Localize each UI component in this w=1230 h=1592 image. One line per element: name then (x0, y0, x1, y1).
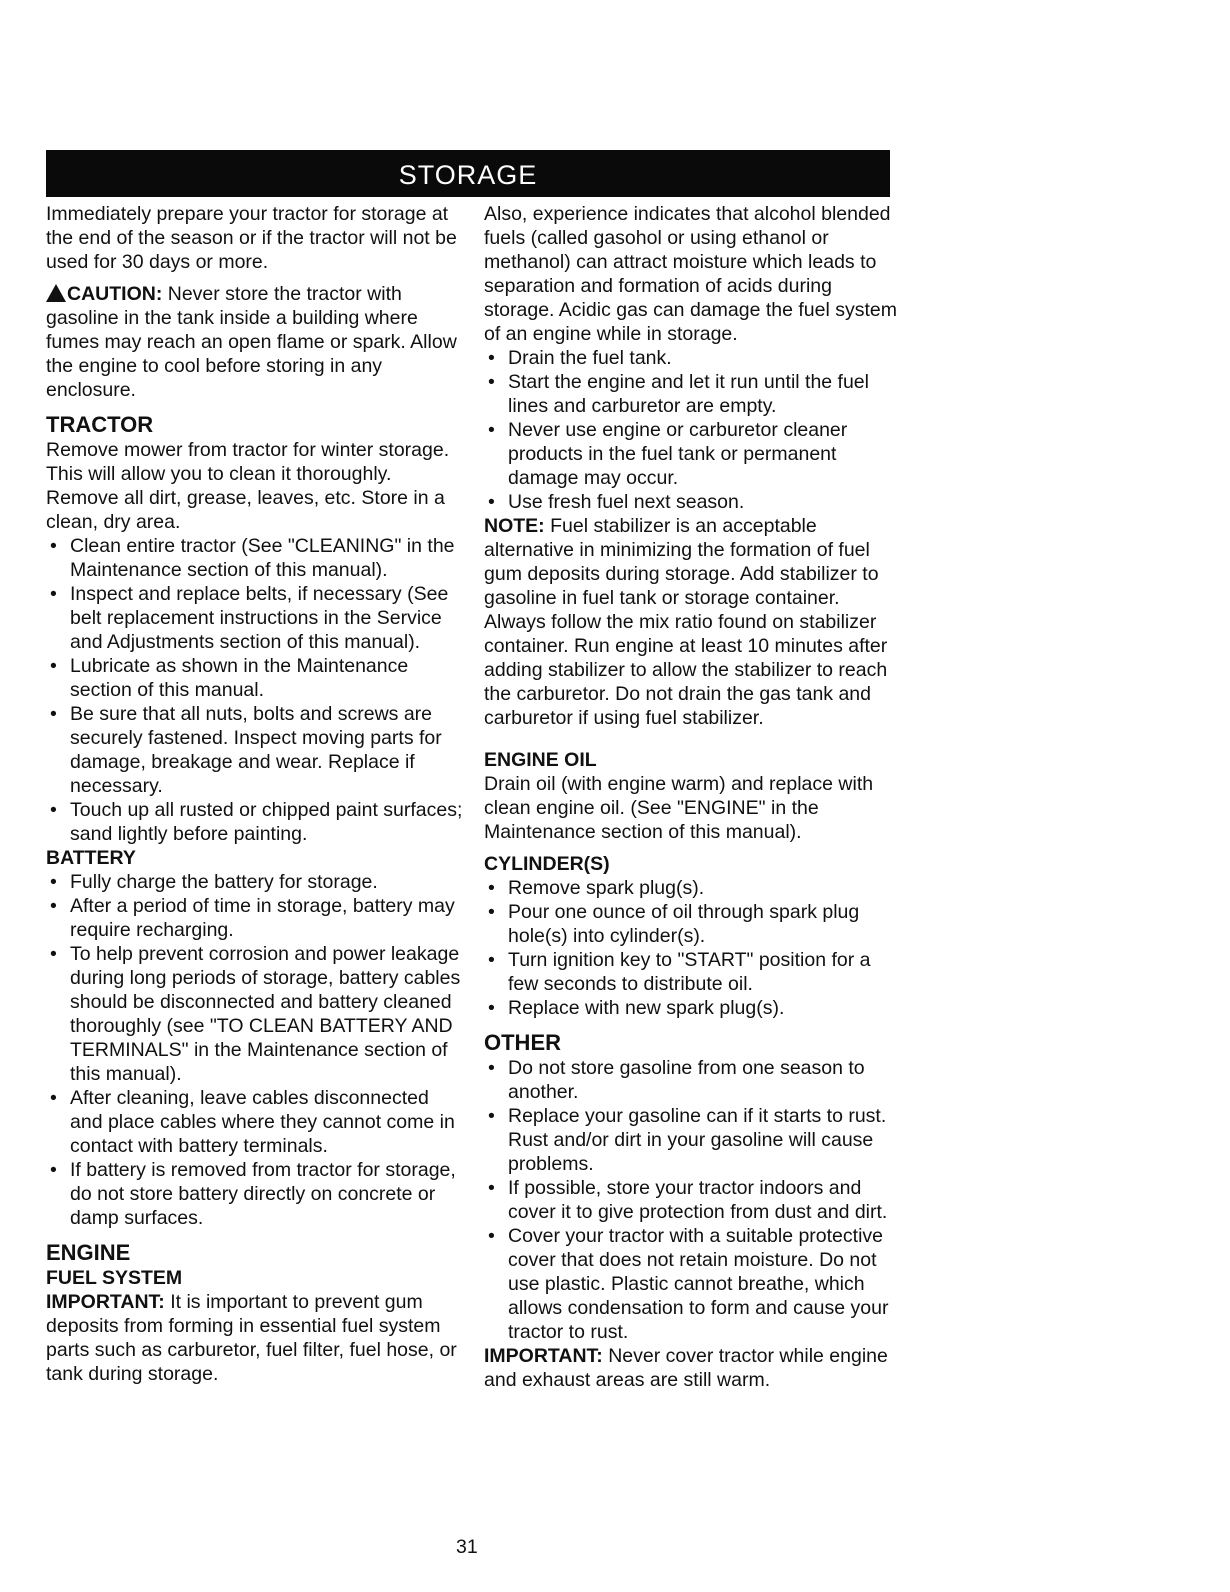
other-heading: OTHER (484, 1030, 561, 1055)
tractor-heading: TRACTOR (46, 412, 154, 437)
warning-icon (46, 284, 66, 302)
caution-text: Never store the tractor with gasoline in the tank inside a building where fumes may reach an open flame or spark. Allow the engine to cool before storing in any enclosure. (46, 283, 457, 401)
note-label: NOTE: (484, 515, 545, 537)
important-paragraph (46, 1290, 466, 1386)
list-item: • Use fresh fuel next season. (484, 490, 904, 514)
cylinders-list (484, 876, 904, 1020)
list-item: • Cover your tractor with a suitable protective cover that does not retain moisture. Do not use plastic. Plastic cannot breathe, which allows condensation to form and cause your tractor to rust. (484, 1224, 904, 1344)
list-item: • Pour one ounce of oil through spark plug hole(s) into cylinder(s). (484, 900, 904, 948)
list-item: • Replace with new spark plug(s). (484, 996, 904, 1020)
list-item: • Do not store gasoline from one season to another. (484, 1056, 904, 1104)
list-item: • After a period of time in storage, battery may require recharging. (46, 894, 466, 942)
important-label: IMPORTANT: (484, 1345, 603, 1367)
important-note-paragraph (484, 1344, 904, 1392)
caution-paragraph (46, 282, 466, 402)
list-item: • Lubricate as shown in the Maintenance section of this manual. (46, 654, 466, 702)
tractor-list (46, 534, 466, 846)
page-number: 31 (456, 1536, 478, 1558)
right-column (484, 202, 904, 1392)
fuel-system-heading: FUEL SYSTEM (46, 1267, 183, 1289)
left-column (46, 202, 466, 1386)
caution-label: CAUTION: (67, 283, 163, 305)
engine-oil-heading: ENGINE OIL (484, 749, 597, 771)
list-item: • Touch up all rusted or chipped paint surfaces; sand lightly before painting. (46, 798, 466, 846)
important-text: Never cover tractor while engine and exhaust areas are still warm. (484, 1345, 888, 1391)
list-item: • Clean entire tractor (See "CLEANING" in the Maintenance section of this manual). (46, 534, 466, 582)
intro-paragraph: Immediately prepare your tractor for storage at the end of the season or if the tractor will not be used for 30 days or more. (46, 203, 457, 273)
fuel-list (484, 346, 904, 514)
other-list (484, 1056, 904, 1344)
alcohol-paragraph: Also, experience indicates that alcohol blended fuels (called gasohol or using ethanol or methanol) can attract moisture which leads to separation and formation of acids during storage. Acidic gas can damage the fuel system of an engine while in storage. (484, 203, 897, 345)
tractor-paragraph: Remove mower from tractor for winter storage. This will allow you to clean it thoroughly. Remove all dirt, grease, leaves, etc. Store in a clean, dry area. (46, 439, 450, 533)
storage-banner: STORAGE (46, 150, 890, 197)
important-text: It is important to prevent gum deposits from forming in essential fuel system parts such as carburetor, fuel filter, fuel hose, or tank during storage. (46, 1291, 457, 1385)
list-item: • After cleaning, leave cables disconnected and place cables where they cannot come in contact with battery terminals. (46, 1086, 466, 1158)
list-item: • Be sure that all nuts, bolts and screws are securely fastened. Inspect moving parts for damage, breakage and wear. Replace if necessary. (46, 702, 466, 798)
list-item: • If battery is removed from tractor for storage, do not store battery directly on concrete or damp surfaces. (46, 1158, 466, 1230)
battery-list (46, 870, 466, 1230)
note-paragraph (484, 514, 904, 730)
cylinders-heading: CYLINDER(S) (484, 853, 610, 875)
list-item: • Replace your gasoline can if it starts to rust. Rust and/or dirt in your gasoline will cause problems. (484, 1104, 904, 1176)
list-item: • Start the engine and let it run until the fuel lines and carburetor are empty. (484, 370, 904, 418)
list-item: • Remove spark plug(s). (484, 876, 904, 900)
battery-heading: BATTERY (46, 847, 136, 869)
list-item: • Inspect and replace belts, if necessary (See belt replacement instructions in the Service and Adjustments section of this manual). (46, 582, 466, 654)
important-label: IMPORTANT: (46, 1291, 165, 1313)
engine-oil-paragraph: Drain oil (with engine warm) and replace with clean engine oil. (See "ENGINE" in the Maintenance section of this manual). (484, 773, 874, 843)
list-item: • Drain the fuel tank. (484, 346, 904, 370)
list-item: • If possible, store your tractor indoors and cover it to give protection from dust and dirt. (484, 1176, 904, 1224)
list-item: • Never use engine or carburetor cleaner products in the fuel tank or permanent damage may occur. (484, 418, 904, 490)
engine-heading: ENGINE (46, 1240, 131, 1265)
list-item: • Turn ignition key to "START" position for a few seconds to distribute oil. (484, 948, 904, 996)
note-text: Fuel stabilizer is an acceptable alternative in minimizing the formation of fuel gum deposits during storage. Add stabilizer to gasoline in fuel tank or storage container. Always follow the mix ratio found on stabilizer container. Run engine at least 10 minutes after adding stabilizer to allow the stabilizer to reach the carburetor. Do not drain the gas tank and carburetor if using fuel stabilizer. (484, 515, 888, 729)
list-item: • Fully charge the battery for storage. (46, 870, 466, 894)
list-item: • To help prevent corrosion and power leakage during long periods of storage, battery cables should be disconnected and battery cleaned thoroughly (see "TO CLEAN BATTERY AND TERMINALS" in the Maintenance section of this manual). (46, 942, 466, 1086)
